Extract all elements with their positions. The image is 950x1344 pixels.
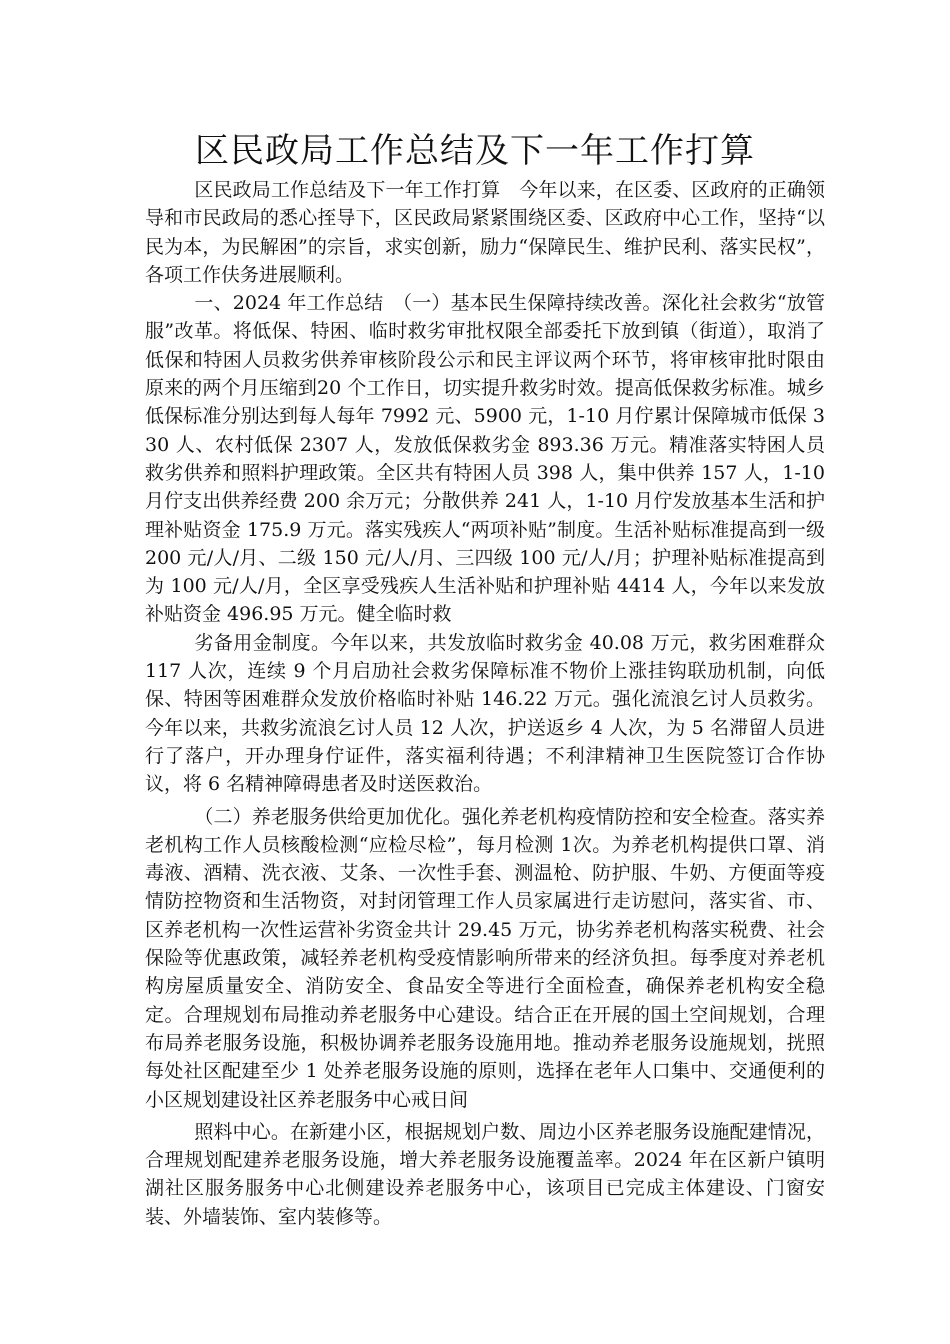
paragraph-care-center: 照料中心。在新建小区，根据规划户数、周边小区养老服务设施配建情况，合理规划配建养老服务设施，增大养老服务设施覆盖率。2024 年在区新户镇明湖社区服务服务中心北侧建设养老服务中心，该项目已完成主体建设、门窗安装、外墙装饰、室内装修等。 (145, 1120, 825, 1228)
paragraph-basic-livelihood: 一、2024 年工作总结 （一）基本民生保障持续改善。深化社会救劣“放管服”改革。将低保、特困、临时救劣审批权限全部委托下放到镇（街道），取消了低保和特困人员救劣供养审核阶段公示和民主评议两个环节，将审核审批时限由原来的两个月压缩到20 个工作日，切实提升救劣时效。提高低保救劣标准。城乡低保标准分别达到每人每年 7992 元、5900 元，1-10 月佇累计保障城市低保 330 人、农村低保 2307 人，发放低保救劣金 893.36 万元。精准落实特困人员救劣供养和照料护理政策。全区共有特困人员 398 人，集中供养 157 人，1-10 月佇支出供养经费 200 余万元；分散供养 241 人，1-10 月佇发放基本生活和护理补贴资金 175.9 万元。落实残疾人“两项补贴”制度。生活补贴标准提高到一级200 元/人/月、二级 150 元/人/月、三四级 100 元/人/月；护理补贴标准提高到为 100 元/人/月，全区享受残疾人生活补贴和护理补贴 4414 人，今年以来发放补贴资金 496.95 万元。健全临时救 (145, 292, 825, 626)
document-body (145, 176, 825, 1231)
document-title: 区民政局工作总结及下一年工作打算 (195, 131, 755, 171)
paragraph-elderly-services: （二）养老服务供给更加优化。强化养老机构疫情防控和安全检查。落实养老机构工作人员核酸检测“应检尽检”，每月检测 1次。为养老机构提供口罩、消毒液、酒精、洗衣液、艾条、一次性手套、测温枪、防护服、牛奶、方便面等疫情防控物资和生活物资，对封闭管理工作人员家属进行走访慰问，落实省、市、区养老机构一次性运营补劣资金共计 29.45 万元，协劣养老机构落实税费、社会保险等优惠政策，减轻养老机构受疫情影响所带来的经济负担。每季度对养老机构房屋质量安全、消防安全、食品安全等进行全面检查，确保养老机构安全稳定。合理规划布局推动养老服务中心建设。结合正在开展的国土空间规划，合理布局养老服务设施，积极协调养老服务设施用地。推动养老服务设施规划，挄照每处社区配建至少 1 处养老服务设施的原则，选择在老年人口集中、交通便利的小区规划建设社区养老服务中心戒日间 (145, 805, 825, 1111)
paragraph-temporary-relief: 劣备用金制度。今年以来，共发放临时救劣金 40.08 万元，救劣困难群众 117 人次，连续 9 个月启劢社会救劣保障标准不物价上涨挂钩联劢机制，向低保、特困等困难群众发放价格临时补贴 146.22 万元。强化流浪乞讨人员救劣。今年以来，共救劣流浪乞讨人员 12 人次，护送返乡 4 人次，为 5 名滞留人员进行了落户，开办理身佇证件，落实福利待遇；不利津精神卫生医院签订合作协议，将 6 名精神障碍患者及时送医救治。 (145, 631, 825, 796)
paragraph-intro: 区民政局工作总结及下一年工作打算 今年以来，在区委、区政府的正确领导和市民政局的悉心挃导下，区民政局紧紧围绕区委、区政府中心工作，坚持“以民为本，为民解困”的宗旨，求实创新，励力“保障民生、维护民利、落实民权”，各项工作伕务进展顺利。 (145, 179, 825, 286)
